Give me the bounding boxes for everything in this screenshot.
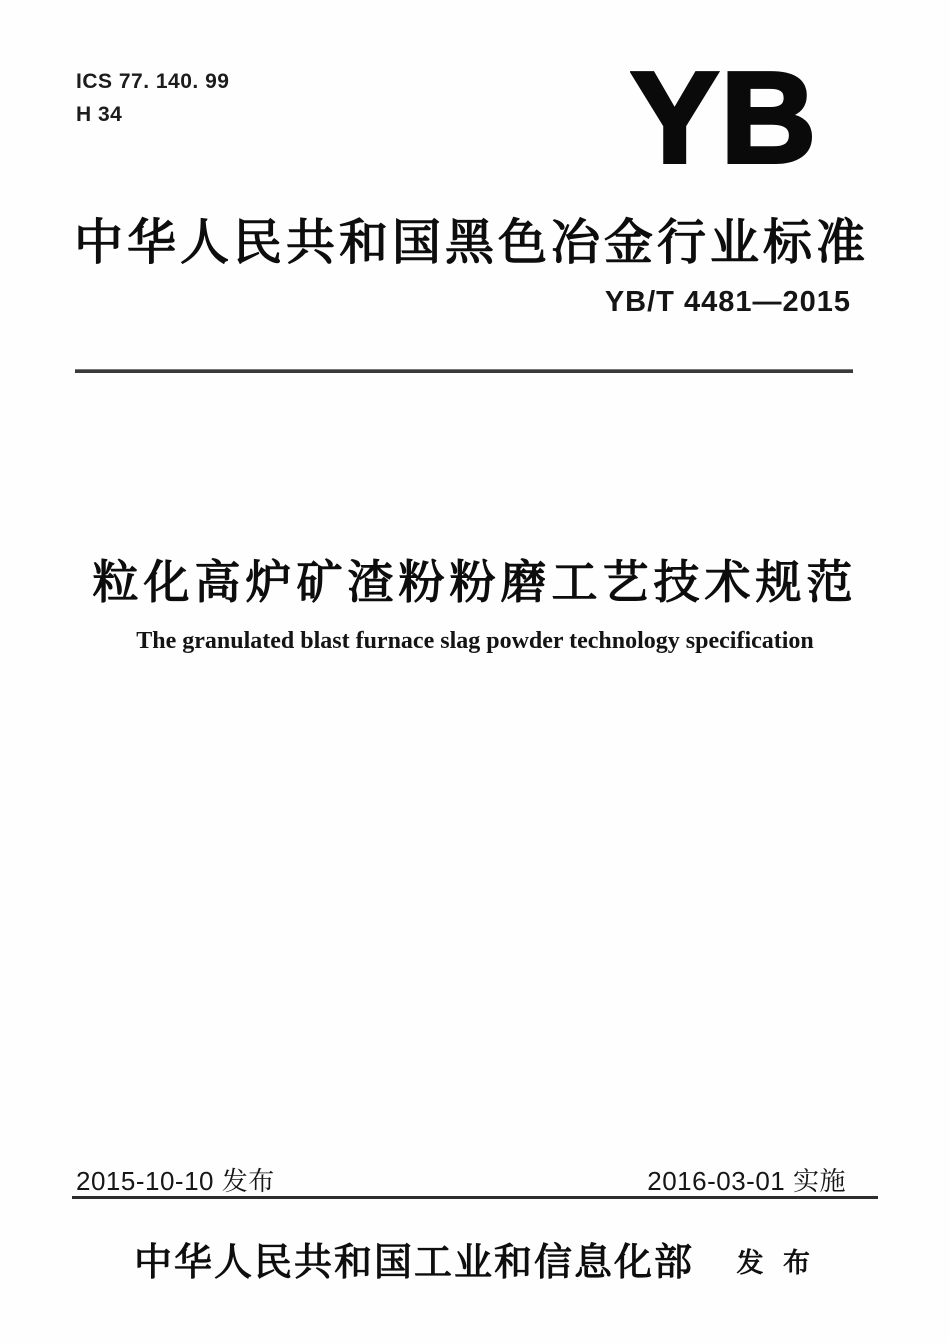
- document-title-english: The granulated blast furnace slag powder technology specification: [136, 628, 814, 654]
- date-row: [76, 1161, 846, 1198]
- issue-date: 2015-10-10 发布: [76, 1166, 275, 1196]
- classification-code: H 34: [76, 102, 123, 126]
- standard-category-title: 中华人民共和国黑色冶金行业标准: [74, 216, 870, 270]
- publisher-row: [0, 1231, 950, 1286]
- publish-label: 发 布: [736, 1248, 816, 1278]
- header-divider: [75, 369, 853, 373]
- implementation-date: 2016-03-01 实施: [647, 1166, 846, 1196]
- footer-divider: [72, 1196, 878, 1199]
- yb-logo: YB: [630, 45, 818, 190]
- ics-code-block: [76, 66, 229, 131]
- ics-code: ICS 77. 140. 99: [76, 70, 230, 93]
- document-title-chinese: 粒化高炉矿渣粉粉磨工艺技术规范: [92, 556, 858, 608]
- standard-number: YB/T 4481—2015: [604, 286, 851, 318]
- publisher-name: 中华人民共和国工业和信息化部: [134, 1242, 695, 1284]
